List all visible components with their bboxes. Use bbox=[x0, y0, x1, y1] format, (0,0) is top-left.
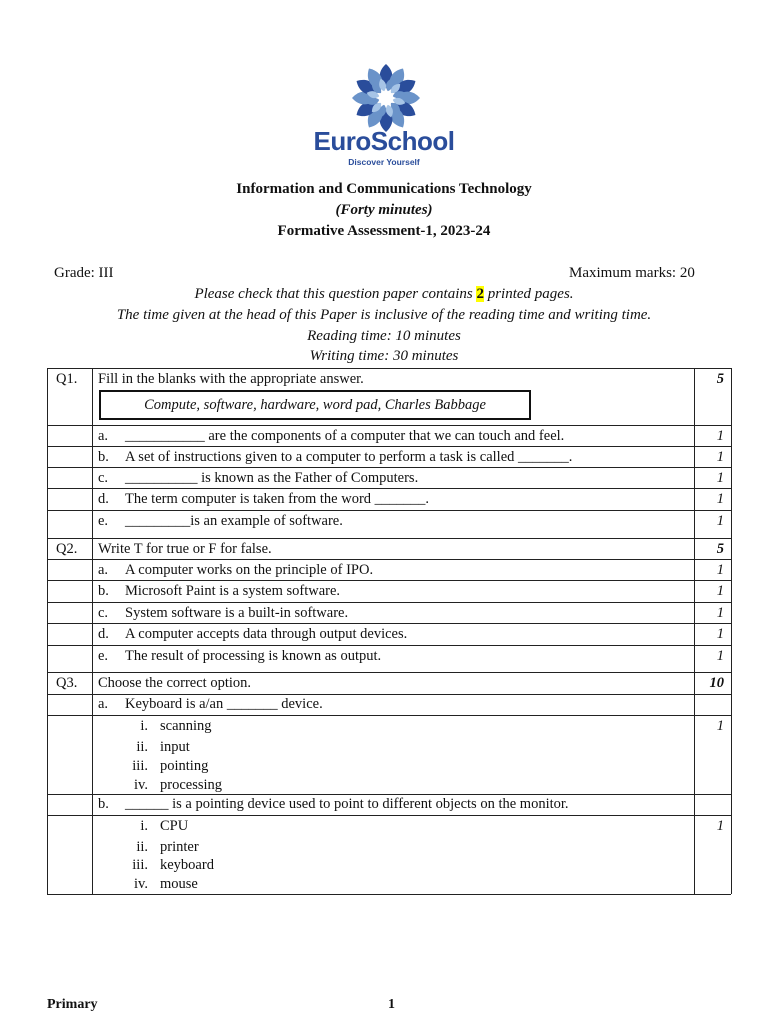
q3a-mark: 1 bbox=[716, 718, 724, 734]
q1b-text: A set of instructions given to a computer to perform a task is called _______. bbox=[125, 449, 573, 465]
q2a-mark: 1 bbox=[716, 562, 724, 578]
q3b-option-text: printer bbox=[160, 839, 199, 855]
euroschool-logo-icon bbox=[350, 62, 422, 134]
q2a-letter: a. bbox=[98, 562, 109, 578]
q3a-option-text: processing bbox=[160, 777, 223, 793]
q3b-option-text: mouse bbox=[160, 876, 198, 892]
q2c-text: System software is a built-in software. bbox=[125, 605, 349, 621]
writing-time: Writing time: 30 minutes bbox=[309, 348, 459, 364]
q3a-option-number: ii. bbox=[136, 739, 148, 755]
q3b-letter: b. bbox=[98, 796, 109, 812]
q1a-mark: 1 bbox=[716, 428, 724, 444]
grade-label: Grade: III bbox=[54, 265, 114, 281]
q2d-letter: d. bbox=[98, 626, 109, 642]
q3b-option-number: i. bbox=[140, 818, 148, 834]
q1a-letter: a. bbox=[98, 428, 109, 444]
q3b-text: ______ is a pointing device used to point to different objects on the monitor. bbox=[125, 796, 569, 812]
q2b-letter: b. bbox=[98, 583, 109, 599]
q1e-letter: e. bbox=[98, 513, 109, 529]
page-number: 1 bbox=[388, 997, 395, 1012]
max-marks-label: Maximum marks: 20 bbox=[569, 265, 695, 281]
q1e-mark: 1 bbox=[716, 513, 724, 529]
q2-marks: 5 bbox=[716, 541, 724, 557]
q2-number: Q2. bbox=[56, 541, 78, 557]
q1c-mark: 1 bbox=[716, 470, 724, 486]
q1-marks: 5 bbox=[716, 371, 724, 387]
q3a-option-text: scanning bbox=[160, 718, 212, 734]
footer-level: Primary bbox=[47, 997, 98, 1012]
q3-number: Q3. bbox=[56, 675, 78, 691]
q2b-mark: 1 bbox=[716, 583, 724, 599]
instruction-text: Please check that this question paper contains bbox=[194, 286, 477, 302]
q1c-letter: c. bbox=[98, 470, 109, 486]
q3b-option-text: CPU bbox=[160, 818, 189, 834]
q1d-mark: 1 bbox=[716, 491, 724, 507]
q2a-text: A computer works on the principle of IPO. bbox=[125, 562, 374, 578]
q2e-mark: 1 bbox=[716, 648, 724, 664]
q1-text: Fill in the blanks with the appropriate answer. bbox=[98, 371, 364, 387]
q3a-option-number: i. bbox=[140, 718, 148, 734]
time-instruction: The time given at the head of this Paper is inclusive of the reading time and writing time. bbox=[116, 307, 652, 323]
q1a-text: ___________ are the components of a computer that we can touch and feel. bbox=[125, 428, 565, 444]
q2e-letter: e. bbox=[98, 648, 109, 664]
q2c-mark: 1 bbox=[716, 605, 724, 621]
logo-tagline: Discover Yourself bbox=[348, 157, 420, 167]
q1b-mark: 1 bbox=[716, 449, 724, 465]
word-bank-text: Compute, software, hardware, word pad, Charles Babbage bbox=[144, 397, 486, 413]
q2e-text: The result of processing is known as output. bbox=[125, 648, 382, 664]
q3a-option-text: pointing bbox=[160, 758, 209, 774]
q3b-option-number: iii. bbox=[132, 857, 148, 873]
assessment-title: Formative Assessment-1, 2023-24 bbox=[277, 223, 491, 239]
q3a-option-number: iii. bbox=[132, 758, 148, 774]
q2c-letter: c. bbox=[98, 605, 109, 621]
q3a-option-text: input bbox=[160, 739, 190, 755]
q1b-letter: b. bbox=[98, 449, 109, 465]
q3b-option-number: ii. bbox=[136, 839, 148, 855]
q3-text: Choose the correct option. bbox=[98, 675, 252, 691]
q3-marks: 10 bbox=[709, 675, 724, 691]
q1d-text: The term computer is taken from the word _______. bbox=[125, 491, 430, 507]
q3a-text: Keyboard is a/an _______ device. bbox=[125, 696, 323, 712]
q3b-option-text: keyboard bbox=[160, 857, 214, 873]
q1e-text: _________is an example of software. bbox=[125, 513, 343, 529]
q2b-text: Microsoft Paint is a system software. bbox=[125, 583, 341, 599]
q3b-option-number: iv. bbox=[134, 876, 148, 892]
q2-text: Write T for true or F for false. bbox=[98, 541, 272, 557]
instruction-text-end: printed pages. bbox=[483, 286, 574, 302]
q3a-letter: a. bbox=[98, 696, 109, 712]
q3b-mark: 1 bbox=[716, 818, 724, 834]
logo-wordmark: EuroSchool bbox=[313, 126, 455, 156]
duration: (Forty minutes) bbox=[335, 202, 433, 218]
subject-title: Information and Communications Technology bbox=[236, 181, 532, 197]
q1-number: Q1. bbox=[56, 371, 78, 387]
page-count-instruction bbox=[0, 285, 768, 303]
q1c-text: __________ is known as the Father of Computers. bbox=[125, 470, 419, 486]
q1d-letter: d. bbox=[98, 491, 109, 507]
q3a-option-number: iv. bbox=[134, 777, 148, 793]
q2d-text: A computer accepts data through output devices. bbox=[125, 626, 408, 642]
reading-time: Reading time: 10 minutes bbox=[307, 328, 461, 344]
page-count-highlight: 2 bbox=[476, 286, 484, 302]
word-bank-box bbox=[99, 390, 531, 420]
q2d-mark: 1 bbox=[716, 626, 724, 642]
